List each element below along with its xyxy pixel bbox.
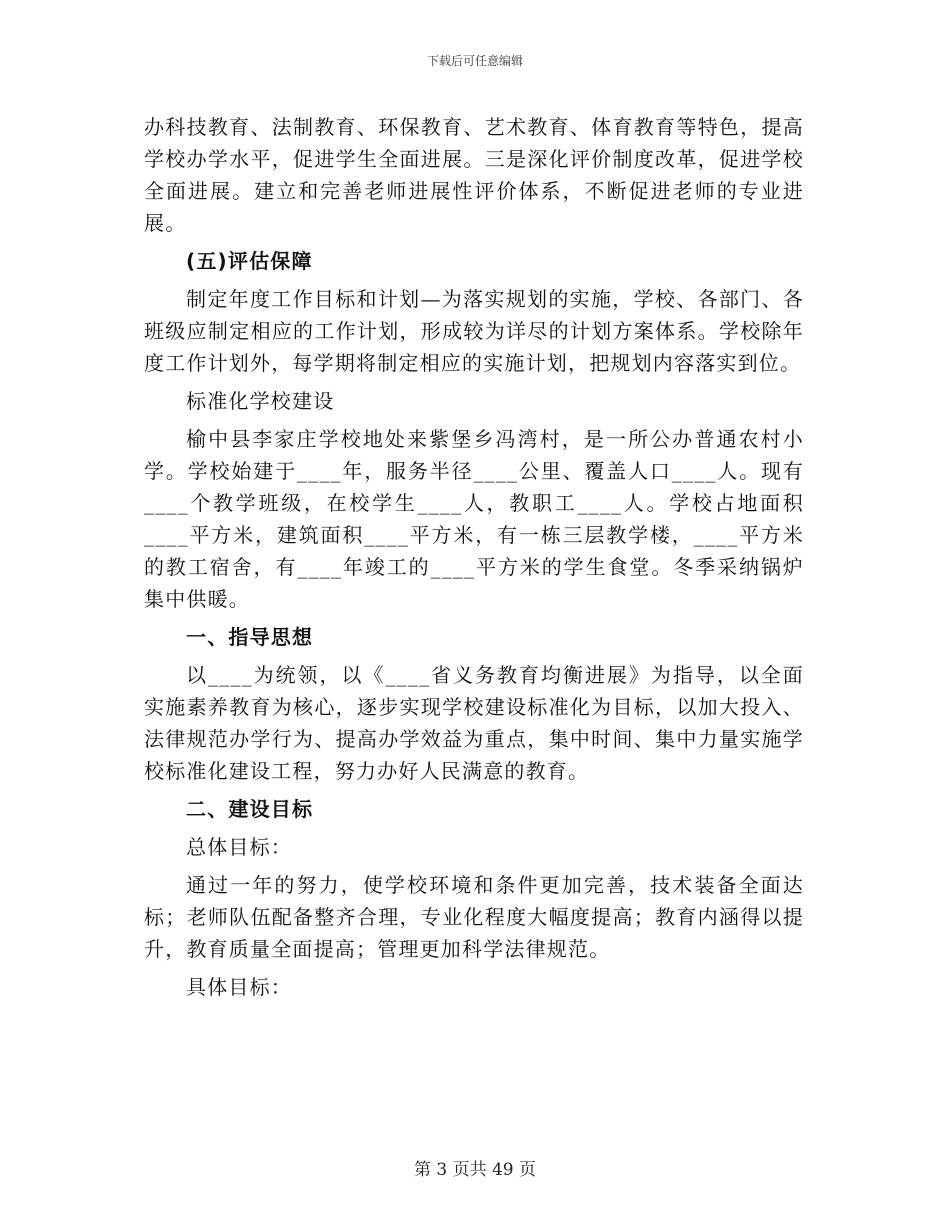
paragraph-overall-goal: 通过一年的努力，使学校环境和条件更加完善，技术装备全面达标；老师队伍配备整齐合理，专业化程度大幅度提高；教育内涵得以提升，教育质量全面提高；管理更加科学法律规范。 [144,873,804,961]
section-heading-evaluation: (五)评估保障 [186,249,313,273]
paragraph-specific-goal-label: 具体目标： [186,975,292,999]
paragraph-guiding-ideology: 以____为统领，以《____省义务教育均衡进展》为指导，以全面实施素养教育为核心，逐步实现学校建设标准化为目标，以加大投入、法律规范办学行为、提高办学效益为重点，集中时间、集中力量实施学校标准化建设工程，努力办好人民满意的教育。 [144,663,804,783]
paragraph-school-overview: 榆中县李家庄学校地处来紫堡乡冯湾村，是一所公办普通农村小学。学校始建于____年，服务半径____公里、覆盖人口____人。现有____个教学班级，在校学生____人，教职工____人。学校占地面积____平方米，建筑面积____平方米，有一栋三层教学楼，____平方米的教工宿舍，有____年竣工的____平方米的学生食堂。冬季采纳锅炉集中供暖。 [144,427,804,611]
page-header: 下载后可任意编辑 [426,54,523,68]
paragraph-continuation: 办科技教育、法制教育、环保教育、艺术教育、体育教育等特色，提高学校办学水平，促进学生全面进展。三是深化评价制度改革，促进学校全面进展。建立和完善老师进展性评价体系，不断促进老师的专业进展。 [144,115,804,235]
section-heading-guiding-ideology: 一、指导思想 [186,625,314,649]
page-number: 第 3 页共 49 页 [413,1160,537,1180]
paragraph-annual-plan: 制定年度工作目标和计划—为落实规划的实施，学校、各部门、各班级应制定相应的工作计划，形成较为详尽的计划方案体系。学校除年度工作计划外，每学期将制定相应的实施计划，把规划内容落实到位。 [144,287,804,375]
section-heading-construction-goals: 二、建设目标 [186,797,314,821]
paragraph-overall-goal-label: 总体目标： [186,835,292,859]
paragraph-standardization-title: 标准化学校建设 [186,389,335,413]
document-body [144,111,804,1009]
